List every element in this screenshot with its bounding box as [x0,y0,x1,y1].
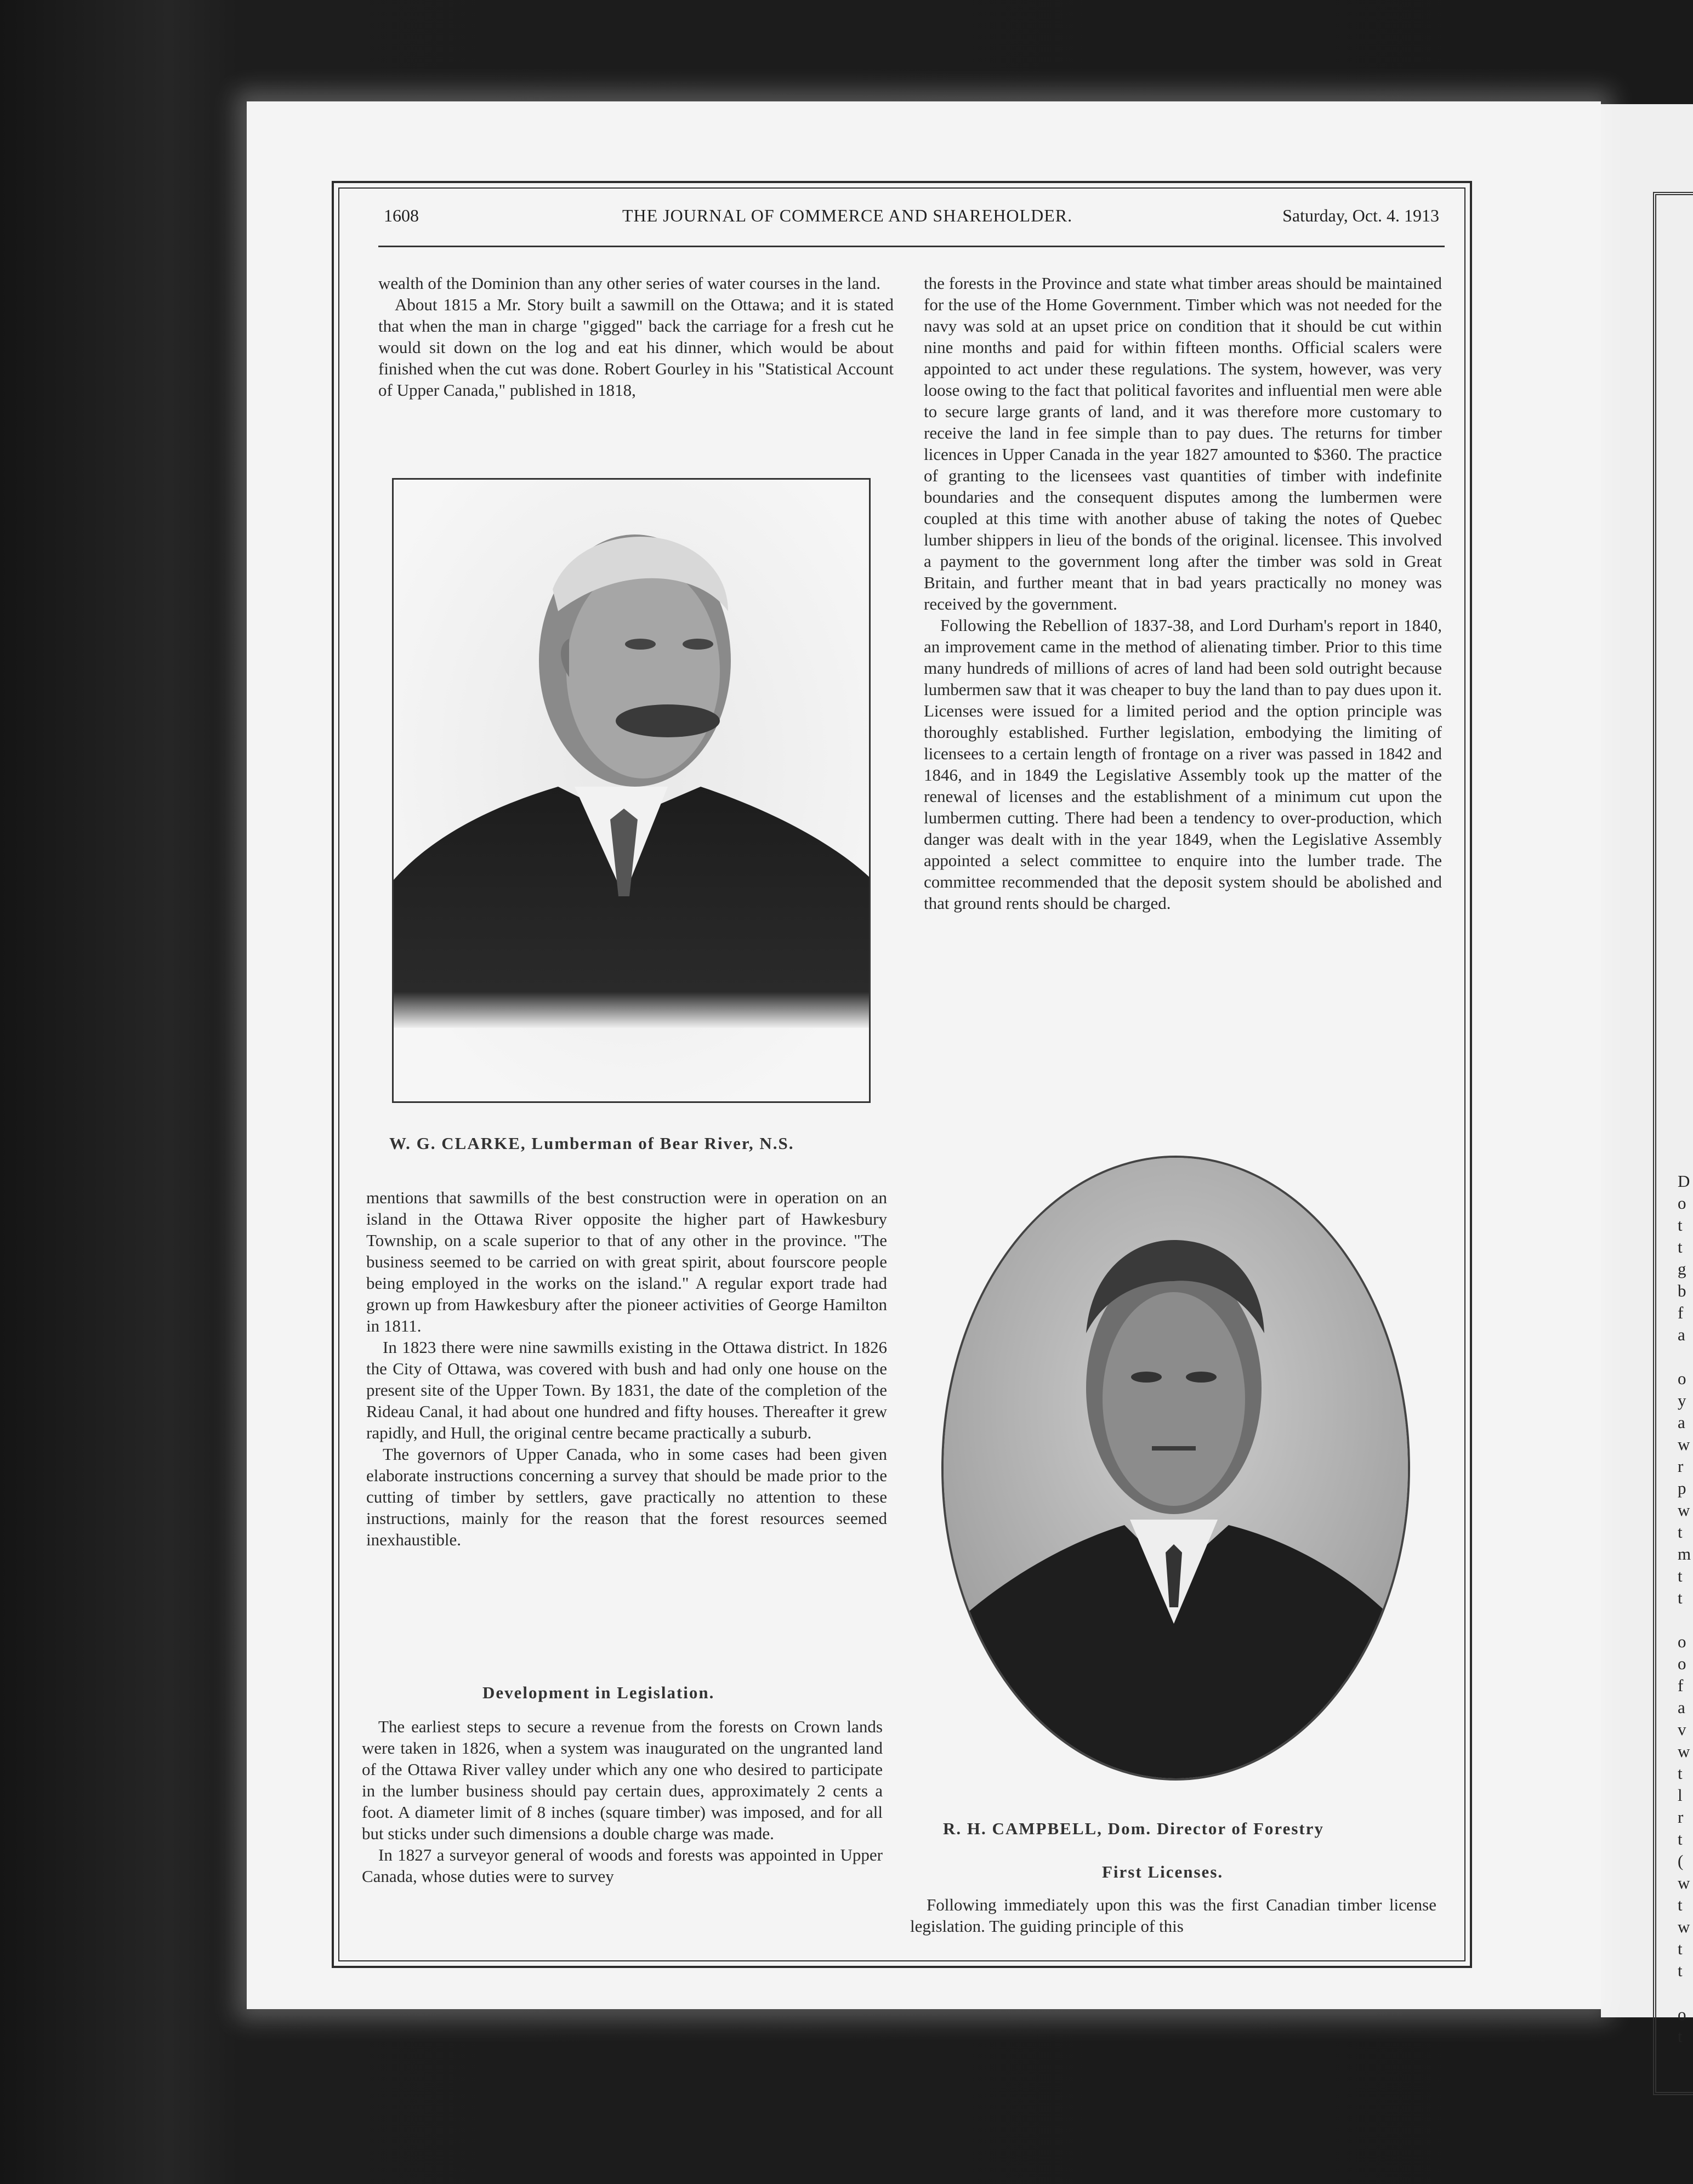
adjacent-page-fragment [1678,1982,1693,2004]
right-column-top [924,272,1442,914]
photo-caption-campbell: R. H. CAMPBELL, Dom. Director of Forestry [943,1819,1324,1838]
paragraph: In 1827 a surveyor general of woods and forests was appointed in Upper Canada, whose duties were to survey [362,1845,883,1886]
adjacent-page-fragment: o [1678,1193,1686,1213]
adjacent-page-fragment: t [1678,1829,1683,1849]
page-number: 1608 [384,206,419,225]
portrait-clarke-image [394,480,871,1103]
adjacent-page-fragment: t [1678,1939,1683,1958]
paragraph: About 1815 a Mr. Story built a sawmill on the Ottawa; and it is stated that when the man in charge "gigged" back the carriage for a fresh cut he would sit down on the log and eat his dinner, which would be about finished when the cut was done. Robert Gourley in his "Statistical Account of Upper Canada," published in 1818, [378,295,894,400]
adjacent-page-fragment: f [1678,1303,1684,1322]
paragraph: mentions that sawmills of the best construction were in operation on an island in the Ottawa River opposite the higher part of Hawkesbury Township, on a scale superior to that of any other in the province. "The business seemed to be carried on with great spirit, about fourscore people being employed in the works on the island." A regular export trade had grown up from Hawkesbury after the pioneer activities of George Hamilton in 1811. [366,1188,887,1335]
right-column-bottom [910,1894,1436,1937]
adjacent-page-fragment: o [1678,1632,1686,1651]
adjacent-page-fragment: t [1678,1522,1683,1542]
adjacent-page-fragment: D [1678,1171,1690,1191]
adjacent-page-fragment: t [1678,1895,1683,1914]
adjacent-page-fragment: t [1678,1566,1683,1585]
adjacent-page-fragment: o [1678,1654,1686,1673]
adjacent-page-fragment: w [1678,1435,1690,1454]
adjacent-page-fragment: t [1678,1237,1683,1256]
adjacent-page-fragment: o [1678,1369,1686,1388]
adjacent-page-fragment: a [1678,1413,1685,1432]
paragraph: Following the Rebellion of 1837-38, and Lord Durham's report in 1840, an improvement came in the method of alienating timber. Prior to this time many hundreds of millions of acres of land had been sold outright because lumbermen saw that it was cheaper to buy the land than to pay dues upon it. Licenses were issued for a limited period and the option principle was thoroughly established. Further legislation, embodying the limiting of licensees to a certain length of frontage on a river was passed in 1842 and 1846, and in 1849 the Legislative Assembly took up the matter of the renewal of licenses and the establishment of a minimum cut upon the lumbermen cutting. There had been a tendency to over-production, which danger was dealt with in the year 1849, when the Legislative Assembly appointed a select committee to enquire into the lumber trade. The committee recommended that the deposit system should be abolished and that ground rents should be charged. [924,616,1442,913]
paragraph: the forests in the Province and state what timber areas should be maintained for the use of the Home Government. Timber which was not needed for the navy was sold at an upset price on condition that it should be cut within nine months and paid for within fifteen months. Official scalers were appointed to act under these regulations. The system, however, was very loose owing to the fact that political favorites and influential men were able to secure large grants of land, and it was therefore more customary to receive the land in fee simple than to pay dues. The returns for timber licences in Upper Canada in the year 1827 amounted to $360. The practice of granting to the licensees vast quantities of timber with indefinite boundaries and the consequent disputes among the lumbermen were coupled at this time with another abuse of taking the notes of Quebec lumber shippers in lieu of the bonds of the original. licensee. This involved a payment to the government long after the timber was sold in Great Britain, and further meant that in bad years practically no money was received by the government. [924,274,1442,613]
adjacent-page-fragment: w [1678,1742,1690,1761]
adjacent-page-fragment: v [1678,1720,1686,1739]
portrait-campbell-image [944,1158,1408,1778]
adjacent-page-fragment: l [1678,1785,1683,1805]
photo-caption-clarke: W. G. CLARKE, Lumberman of Bear River, N.S. [389,1134,794,1153]
adjacent-page-fragment: w [1678,1500,1690,1520]
adjacent-page [1601,104,1693,2046]
adjacent-page-fragment: w [1678,1873,1690,1892]
adjacent-page-fragment: g [1678,1259,1686,1278]
left-column-bottom [362,1716,883,1887]
paragraph: In 1823 there were nine sawmills existing in the Ottawa district. In 1826 the City of Ottawa, was covered with bush and had only one house on the present site of the Upper Town. By 1831, the date of the completion of the Rideau Canal, it had about one hundred and fifty houses. Thereafter it grew rapidly, and Hull, the original centre became practically a suburb. [366,1338,887,1442]
issue-date: Saturday, Oct. 4. 1913 [1282,206,1439,225]
adjacent-page-fragment: t [1678,2027,1683,2046]
paragraph: The earliest steps to secure a revenue from the forests on Crown lands were taken in 1826, when a system was inaugurated on the ungranted land of the Ottawa River valley under which any one who desired to participate in the lumber business should pay certain dues, approximately 2 cents a foot. A diameter limit of 8 inches (square timber) was imposed, and for all but sticks under such dimensions a double charge was made. [362,1717,883,1843]
paragraph: wealth of the Dominion than any other series of water courses in the land. [378,274,880,293]
portrait-photo-clarke [392,478,871,1103]
adjacent-page-fragment [1678,1346,1693,1368]
adjacent-page-fragment: t [1678,1764,1683,1783]
adjacent-page-fragment: ( [1678,1851,1684,1870]
adjacent-page-fragment: f [1678,1676,1684,1695]
section-heading-development: Development in Legislation. [482,1683,715,1702]
paragraph: Following immediately upon this was the first Canadian timber license legislation. The guiding principle of this [910,1895,1436,1936]
page-header [384,206,1439,238]
adjacent-page-fragment: m [1678,1544,1691,1563]
adjacent-page-fragment: r [1678,1457,1684,1476]
section-heading-first-licenses: First Licenses. [1102,1862,1224,1881]
adjacent-page-fragment: t [1678,1588,1683,1607]
left-column-middle [366,1187,887,1550]
left-column-top [378,272,894,401]
adjacent-page-fragment: r [1678,1807,1684,1827]
adjacent-page-fragment: t [1678,1961,1683,1980]
adjacent-page-fragment: b [1678,1281,1686,1300]
adjacent-page-fragment [1678,1609,1693,1631]
header-rule [378,246,1445,247]
adjacent-page-fragment: y [1678,1391,1686,1410]
adjacent-page-fragment: p [1678,1478,1686,1498]
adjacent-page-text-fragments [1678,1170,1693,2048]
adjacent-page-fragment: a [1678,1325,1685,1344]
adjacent-page-fragment: a [1678,1698,1685,1717]
publication-title: THE JOURNAL OF COMMERCE AND SHAREHOLDER. [622,206,1073,225]
adjacent-page-fragment: w [1678,1917,1690,1936]
adjacent-page-fragment: o [1678,2005,1686,2024]
portrait-photo-campbell [941,1156,1410,1781]
paragraph: The governors of Upper Canada, who in some cases had been given elaborate instructions concerning a survey that should be made prior to the cutting of timber by settlers, gave practically no attention to these instructions, mainly for the reason that the forest resources seemed inexhaustible. [366,1444,887,1549]
adjacent-page-fragment: t [1678,1215,1683,1235]
